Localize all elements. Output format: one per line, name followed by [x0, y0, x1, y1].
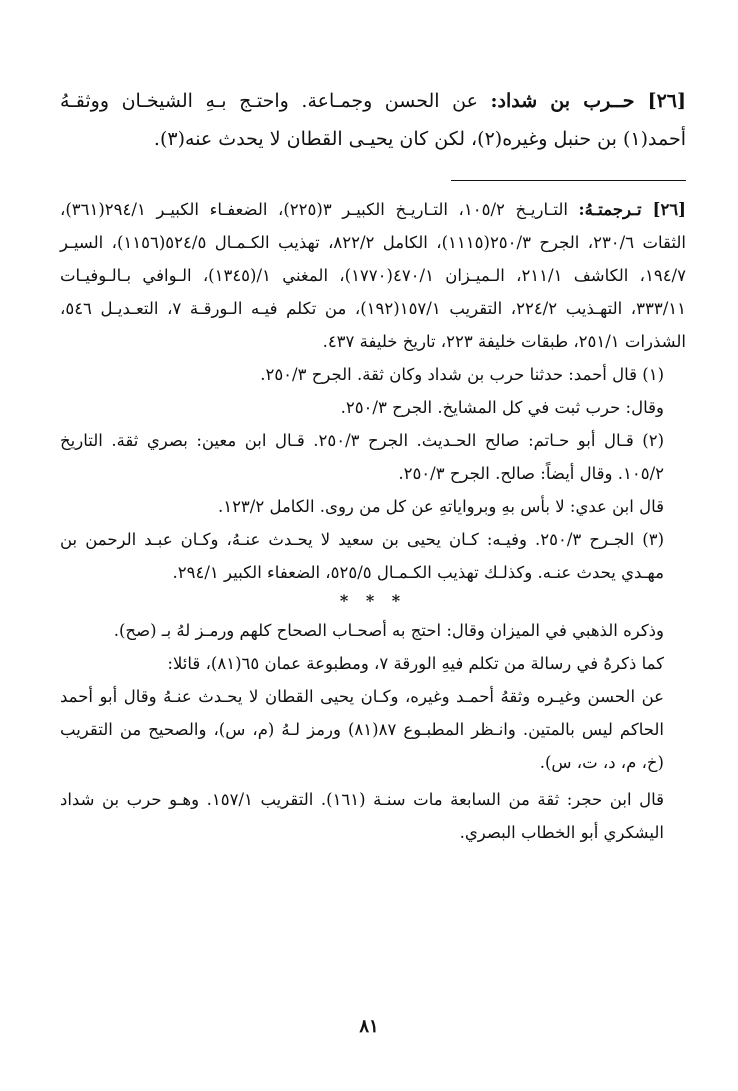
biography-note: [60, 193, 686, 358]
commentary-paragraph-2: كما ذكرهُ في رسالة من تكلم فيهِ الورقة ٧، ومطبوعة عمان ٦٥(٨١)، قائلا:: [167, 654, 664, 673]
commentary-paragraph-1: وذكره الذهبي في الميزان وقال: احتج به أصحـاب الصحاح كلهم ورمـز لهُ بـ (صح).: [113, 621, 664, 640]
biography-text: التـاريـخ ١٠٥/٢، التـاريـخ الكبيـر ٣(٢٢٥)، الضعفـاء الكبيـر ٢٩٤/١(٣٦١)، الثقات ٢٣٠/٦، الجرح ٢٥٠/٣(١١١٥)، الكامل ٨٢٢/٢، تهذيب الكـمـال ٥٢٤/٥(١١٥٦)، السيـر ١٩٤/٧، الكاشف ٢١١/١، الـميـزان ٤٧٠/١(١٧٧٠)، المغني ١/(١٣٤٥)، الـوافي بـالـوفيـات ٣٣٣/١١، التهـذيب ٢٢٤/٢، التقريب ١٥٧/١(١٩٢)، من تكلم فيـه الـورقـة ٧، التعـديـل ٥٤٦، الشذرات ٢٥١/١، طبقات خليفة ٢٢٣، تاريخ خليفة ٤٣٧.: [60, 200, 686, 351]
footnote-1-b: وقال: حرب ثبت في كل المشايخ. الجرح ٢٥٠/٣.: [340, 398, 664, 417]
footnote-3: (٣) الجـرح ٢٥٠/٣. وفيـه: كـان يحيى بن سعيد لا يحـدث عنـهُ، وكـان عبـد الرحمن بن مهـدي يحدث عنـه. وكذلـك تهذيب الكـمـال ٥٢٥/٥، الضعفاء الكبير ٢٩٤/١.: [60, 530, 664, 582]
page-number: ٨١: [359, 1016, 379, 1037]
commentary-paragraph-4: قال ابن حجر: ثقة من السابعة مات سنـة (١٦١). التقريب ١٥٧/١. وهـو حرب بن شداد اليشكري أبو الخطاب البصري.: [60, 790, 665, 842]
section-divider-stars: * * *: [339, 591, 407, 610]
entry-text: عن الحسن وجمـاعة. واحتـج بـهِ الشيخـان ووثقـهُ أحمد(١) بن حنبل وغيره(٢)، لكن كان يحيـى القطان لا يحدث عنه(٣).: [60, 90, 686, 150]
biography-heading: [٢٦] تـرجمتـهُ:: [578, 200, 686, 219]
footnote-1-a: (١) قال أحمد: حدثنا حرب بن شداد وكان ثقة. الجرح ٢٥٠/٣.: [260, 365, 664, 384]
entry-heading: [٢٦] حــرب بن شداد:: [490, 90, 686, 112]
footnotes: [60, 193, 686, 589]
commentary: [60, 614, 686, 849]
main-entry: [60, 82, 686, 158]
footnote-separator: [451, 180, 686, 181]
footnote-2-b: قال ابن عدي: لا بأس بهِ وبرواياتهِ عن كل من روى. الكامل ١٢٣/٢.: [217, 497, 664, 516]
footnote-2-a: (٢) قـال أبو حـاتم: صالح الحـديث. الجرح ٢٥٠/٣. قـال ابن معين: بصري ثقة. التاريخ ١٠٥/٢. وقال أيضاً: صالح. الجرح ٢٥٠/٣.: [60, 431, 665, 483]
commentary-paragraph-3: عن الحسن وغيـره وثقهُ أحمـد وغيره، وكـان يحيى القطان لا يحـدث عنـهُ وقال أبو أحمد الحاكم ليس بالمتين. وانـظر المطبـوع ٨٧(٨١) ورمز لـهُ (م، س)، والصحيح من التقريب (خ، م، د، ت، س).: [60, 687, 665, 772]
